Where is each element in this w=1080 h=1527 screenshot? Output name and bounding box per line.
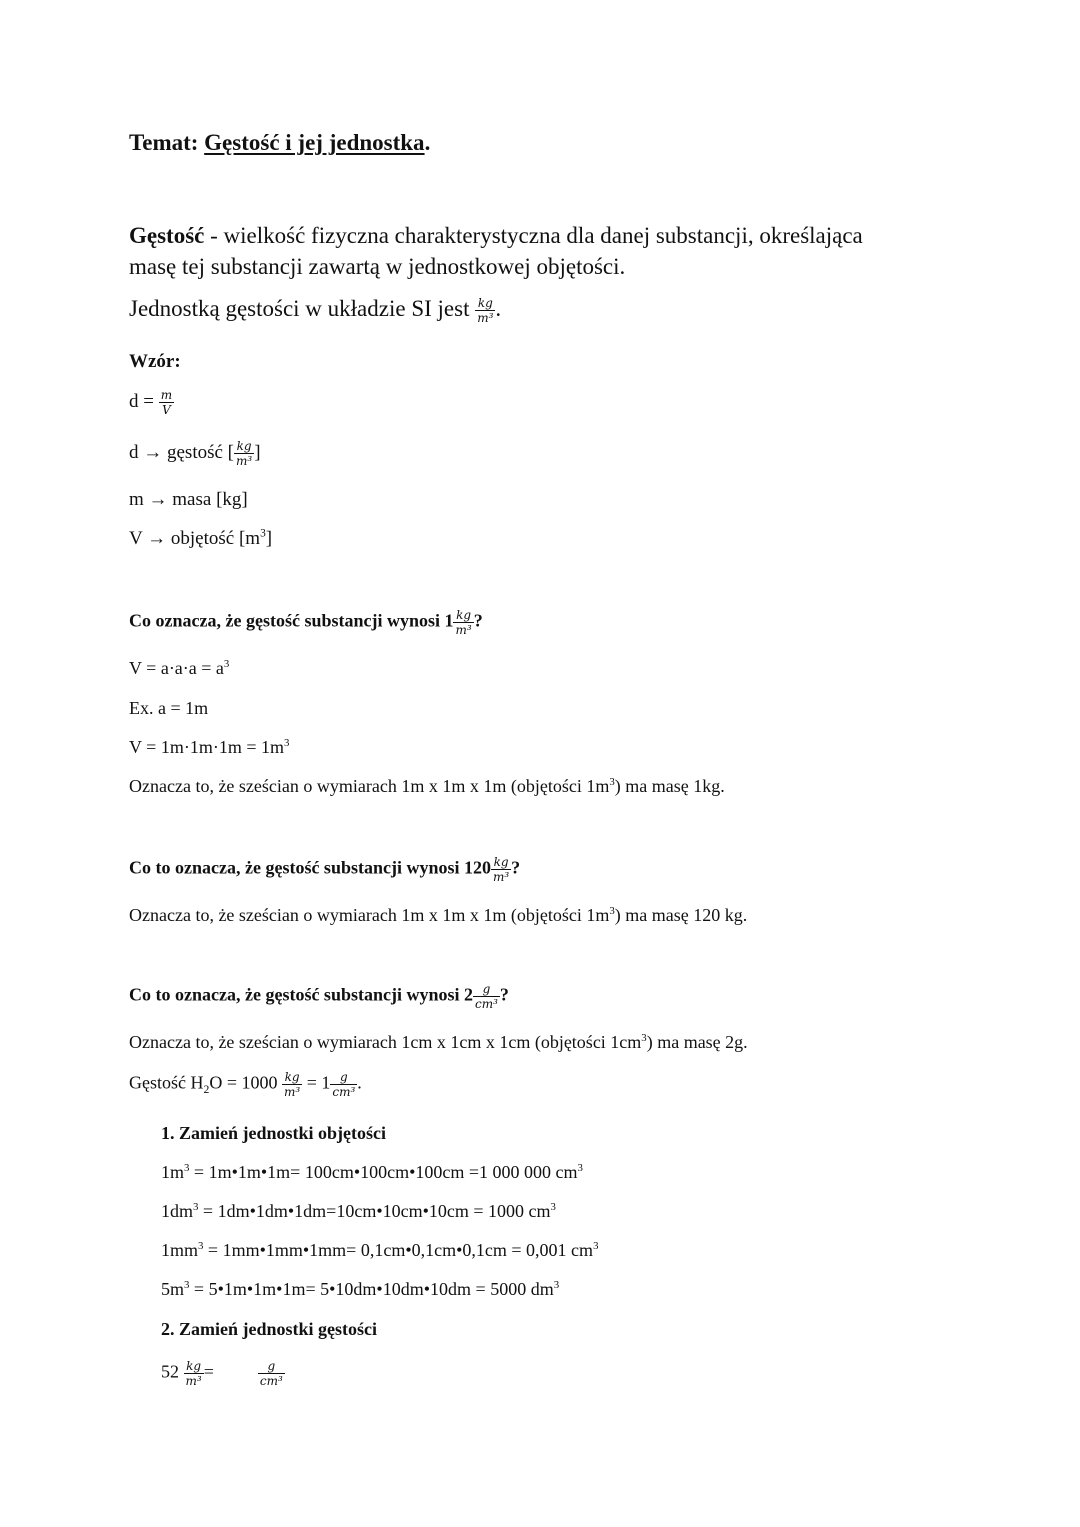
q2-answer-line [129, 905, 747, 926]
q1-example-line: Ex. a = 1m [129, 698, 209, 718]
task-1-heading: 1. Zamień jednostki objętości [161, 1123, 386, 1143]
q1-volume-calc-line [129, 737, 289, 758]
task-2-equals: = [203, 1361, 214, 1382]
definition-text: - wielkość fizyczna charakterystyczna dla danej substancji, określająca [204, 223, 863, 248]
q1-volume-exponent: 3 [223, 658, 230, 670]
conversion-rhs: = 1dm•1dm•1dm=10cm•10cm•10cm = 1000 cm [198, 1201, 551, 1221]
fraction-numerator: g [330, 1071, 357, 1085]
mass-definition-line: m → masa [kg] [129, 489, 248, 510]
q3-answer-exponent: 3 [641, 1032, 647, 1044]
question-1 [129, 609, 483, 636]
title-period: . [424, 130, 431, 155]
conversion-row [161, 1279, 559, 1300]
title-prefix: Temat: [129, 130, 199, 155]
formula-lhs: d = [129, 390, 159, 412]
fraction-numerator: kg [184, 1360, 204, 1374]
fraction-denominator: m³ [455, 623, 472, 637]
si-unit-fraction [475, 297, 495, 324]
volume-bracket-end: ] [265, 528, 273, 549]
water-equals: = 1 [302, 1072, 331, 1093]
fraction-numerator: kg [491, 856, 511, 870]
fraction-numerator: kg [234, 440, 254, 454]
fraction-denominator: cm³ [332, 1085, 356, 1099]
question-3 [129, 983, 509, 1010]
page-title [129, 130, 430, 156]
question-1-fraction [453, 609, 473, 636]
fraction-denominator: m³ [492, 870, 510, 884]
water-subscript: 2 [203, 1083, 210, 1097]
conversion-lhs: 1mm [161, 1240, 199, 1260]
fraction-numerator: kg [282, 1071, 302, 1085]
question-1-text: Co oznacza, że gęstość substancji wynosi 1 [129, 610, 454, 631]
density-definition-line [129, 440, 261, 467]
conversion-row [161, 1162, 583, 1183]
formula-heading: Wzór: [129, 351, 181, 372]
q1-volume-calc-exponent: 3 [283, 737, 290, 749]
q3-answer-end: ) ma masę 2g. [646, 1032, 748, 1052]
conversion-exponent: 3 [553, 1279, 560, 1291]
si-unit-line [129, 296, 501, 324]
question-2 [129, 856, 520, 883]
conversion-exponent: 3 [184, 1279, 190, 1291]
formula-line [129, 389, 174, 416]
density-bracket-end: ] [254, 441, 261, 463]
q2-answer-exponent: 3 [609, 905, 615, 917]
definition-line-1 [129, 223, 863, 249]
fraction-denominator: m³ [477, 311, 494, 326]
task-2-heading: 2. Zamień jednostki gęstości [161, 1319, 377, 1339]
task-2-fraction-1 [184, 1360, 204, 1387]
conversion-exponent: 3 [577, 1162, 583, 1174]
conversion-lhs: 1dm [161, 1201, 194, 1221]
water-end: . [357, 1072, 362, 1093]
conversion-rhs: = 5•1m•1m•1m= 5•10dm•10dm•10dm = 5000 dm [189, 1279, 554, 1299]
q2-answer-text: Oznacza to, że sześcian o wymiarach 1m x 1m x 1m (objętości 1m [129, 905, 610, 925]
water-fraction-1 [282, 1071, 302, 1098]
conversion-exponent: 3 [184, 1162, 190, 1174]
task-2-value: 52 [161, 1361, 184, 1382]
q2-answer-end: ) ma masę 120 kg. [614, 905, 748, 925]
definition-line-2: masę tej substancji zawartą w jednostkowej objętości. [129, 254, 626, 279]
fraction-denominator: V [162, 403, 171, 417]
question-3-text: Co to oznacza, że gęstość substancji wynosi 2 [129, 984, 473, 1005]
volume-label: V → objętość [m [129, 528, 261, 549]
conversion-lhs: 5m [161, 1279, 185, 1299]
question-1-mark: ? [473, 610, 483, 631]
question-3-mark: ? [499, 984, 509, 1005]
conversion-row [161, 1201, 556, 1222]
q1-answer-end: ) ma masę 1kg. [614, 776, 725, 796]
question-2-fraction [491, 856, 511, 883]
fraction-denominator: m³ [284, 1085, 301, 1099]
conversion-row [161, 1240, 598, 1261]
fraction-denominator: cm³ [259, 1374, 283, 1388]
fraction-denominator: m³ [185, 1374, 202, 1388]
q1-answer-text: Oznacza to, że sześcian o wymiarach 1m x 1m x 1m (objętości 1m [129, 776, 610, 796]
title-topic: Gęstość i jej jednostka [204, 130, 425, 155]
density-unit-fraction [234, 440, 254, 467]
si-unit-text: Jednostką gęstości w układzie SI jest [129, 296, 476, 321]
conversion-exponent: 3 [193, 1201, 199, 1213]
q1-volume-calc-text: V = 1m·1m·1m = 1m [129, 737, 284, 757]
water-label: Gęstość H [129, 1072, 204, 1093]
fraction-numerator: m [160, 388, 173, 402]
conversion-rhs: = 1mm•1mm•1mm= 0,1cm•0,1cm•0,1cm = 0,001 cm [203, 1240, 594, 1260]
q3-answer-line [129, 1032, 748, 1053]
question-2-mark: ? [511, 857, 521, 878]
q1-answer-exponent: 3 [609, 776, 615, 788]
fraction-numerator: g [473, 983, 500, 997]
fraction-numerator: g [258, 1360, 285, 1374]
fraction-denominator: m³ [236, 454, 253, 468]
q3-answer-text: Oznacza to, że sześcian o wymiarach 1cm x 1cm x 1cm (objętości 1cm [129, 1032, 642, 1052]
fraction-denominator: cm³ [474, 997, 498, 1011]
task-2-exercise [161, 1360, 285, 1387]
conversion-exponent: 3 [550, 1201, 556, 1213]
volume-definition-line [129, 528, 272, 550]
water-density-line [129, 1071, 362, 1098]
q1-answer-line [129, 776, 725, 797]
volume-exponent: 3 [260, 527, 266, 540]
conversion-exponent: 3 [593, 1240, 599, 1252]
conversion-lhs: 1m [161, 1162, 185, 1182]
task-2-fraction-2 [258, 1360, 285, 1387]
density-label: d → gęstość [ [129, 441, 235, 463]
definition-term: Gęstość [129, 223, 205, 248]
conversion-exponent: 3 [198, 1240, 204, 1252]
conversion-rhs: = 1m•1m•1m= 100cm•100cm•100cm =1 000 000 cm [189, 1162, 578, 1182]
water-fraction-2 [330, 1071, 357, 1098]
si-unit-end: . [495, 296, 502, 321]
question-3-fraction [473, 983, 500, 1010]
q1-volume-line [129, 658, 229, 679]
fraction-numerator: kg [453, 609, 473, 623]
fraction-numerator: kg [475, 297, 495, 311]
formula-fraction [159, 389, 174, 416]
water-value: O = 1000 [209, 1072, 282, 1093]
q1-volume-text: V = a·a·a = a [129, 658, 224, 678]
question-2-text: Co to oznacza, że gęstość substancji wynosi 120 [129, 857, 491, 878]
